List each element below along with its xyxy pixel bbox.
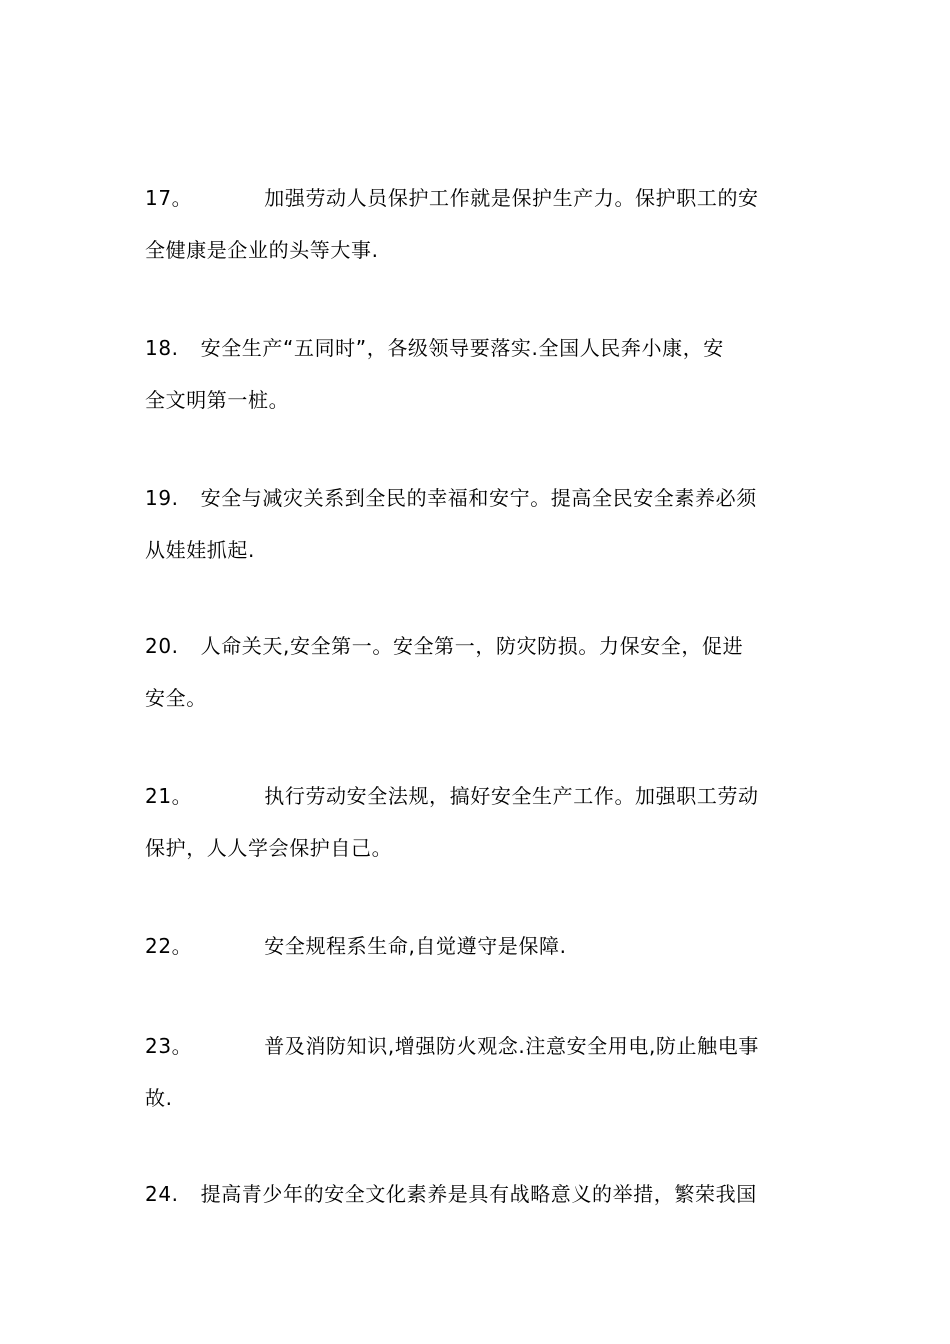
item-line-1 [145,770,810,822]
item-text-continued: 保护，人人学会保护自己。 [145,836,393,860]
item-number: 23。 [145,1034,193,1058]
item-text-continued: 故. [145,1086,173,1110]
item-number: 24. [145,1182,179,1206]
item-text: 人命关天,安全第一。安全第一，防灾防损。力保安全，促进 [200,634,744,658]
item-number: 22。 [145,934,193,958]
item-number: 19. [145,486,179,510]
item-line-1 [145,322,810,374]
list-item [145,172,810,276]
item-line-1 [145,1168,810,1220]
item-line-1 [145,920,810,972]
item-text: 执行劳动安全法规，搞好安全生产工作。加强职工劳动 [264,784,759,808]
item-text: 安全与减灾关系到全民的幸福和安宁。提高全民安全素养必须 [200,486,757,510]
item-text: 加强劳动人员保护工作就是保护生产力。保护职工的安 [264,186,759,210]
item-line-1 [145,1020,810,1072]
list-item [145,920,810,972]
item-text: 安全规程系生命,自觉遵守是保障. [264,934,567,958]
item-number: 17。 [145,186,193,210]
item-number: 18. [145,336,179,360]
list-item [145,620,810,724]
item-number: 20. [145,634,179,658]
item-line-1 [145,172,810,224]
list-item [145,472,810,576]
list-item [145,322,810,426]
item-text: 提高青少年的安全文化素养是具有战略意义的举措，繁荣我国 [200,1182,757,1206]
item-text-continued: 从娃娃抓起. [145,538,255,562]
list-item [145,1020,810,1124]
item-line-1 [145,472,810,524]
list-item [145,770,810,874]
list-item [145,1168,810,1220]
item-text-continued: 全健康是企业的头等大事. [145,238,379,262]
item-text-continued: 安全。 [145,686,207,710]
item-text-continued: 全文明第一桩。 [145,388,290,412]
item-line-1 [145,620,810,672]
item-number: 21。 [145,784,193,808]
item-text: 普及消防知识,增强防火观念.注意安全用电,防止触电事 [264,1034,759,1058]
item-text: 安全生产“五同时”，各级领导要落实.全国人民奔小康，安 [200,336,724,360]
